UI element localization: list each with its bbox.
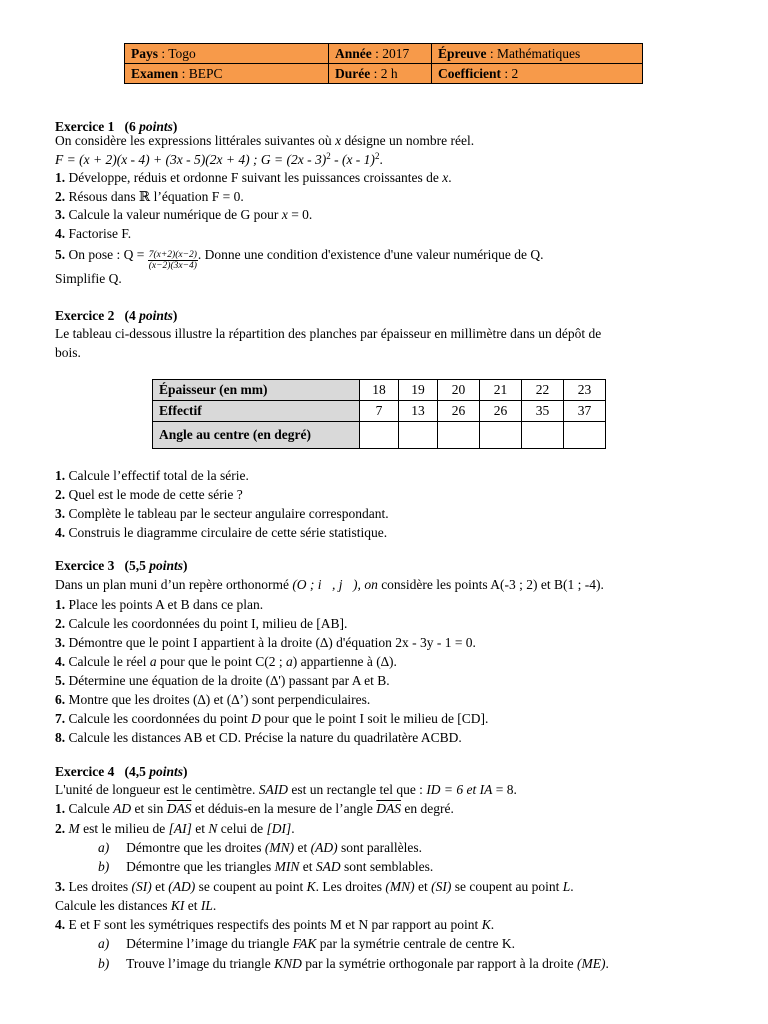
header-row (125, 44, 643, 64)
empty-answer-cell (399, 422, 438, 449)
empty-answer-cell (480, 422, 522, 449)
exercise-2-question-3: 3. Complète le tableau par le secteur angulaire correspondant. (55, 506, 389, 521)
table-row (153, 380, 606, 401)
exam-header-table (124, 43, 643, 84)
exercise-1-intro: On considère les expressions littérales suivantes où x désigne un nombre réel. (55, 133, 475, 148)
exercise-4-question-3-distances: Calcule les distances KI et IL. (55, 898, 217, 913)
exercise-1-simplify: Simplifie Q. (55, 271, 122, 286)
table-cell: 26 (480, 401, 522, 422)
exercise-2-question-1: 1. Calcule l’effectif total de la série. (55, 468, 249, 483)
exercise-3-question-6: 6. Montre que les droites (∆) et (∆’) sont perpendiculaires. (55, 692, 371, 707)
table-cell: 19 (399, 380, 438, 401)
header-cell-annee: Année : 2017 (329, 44, 432, 64)
header-cell-duree: Durée : 2 h (329, 64, 432, 84)
header-cell-pays: Pays : Togo (125, 44, 329, 64)
table-row (153, 401, 606, 422)
header-cell-epreuve: Épreuve : Mathématiques (432, 44, 643, 64)
table-cell: 23 (564, 380, 606, 401)
exercise-4-question-4b: b) Trouve l’image du triangle KND par la symétrie orthogonale par rapport à la droite (ME). (98, 956, 609, 971)
empty-answer-cell (360, 422, 399, 449)
exercise-4-question-1: 1. Calcule AD et $\sin \overline{DAS}$ et déduis-en la mesure de l’angle $\overline{DAS}$ en degré. (55, 801, 454, 816)
exercise-1-title: Exercice 1 (6 points) (55, 119, 178, 134)
exercise-2-question-2: 2. Quel est le mode de cette série ? (55, 487, 243, 502)
exercise-3-question-5: 5. Détermine une équation de la droite (∆') passant par A et B. (55, 673, 390, 688)
thickness-distribution-table (152, 379, 606, 449)
exercise-3-question-2: 2. Calcule les coordonnées du point I, milieu de [AB]. (55, 616, 348, 631)
empty-answer-cell (564, 422, 606, 449)
table-row (153, 422, 606, 449)
exercise-4-question-2a: a) Démontre que les droites (MN) et (AD) sont parallèles. (98, 840, 422, 855)
exercise-2-intro-line-1: Le tableau ci-dessous illustre la répartition des planches par épaisseur en millimètre dans un dépôt de (55, 326, 602, 341)
row-label-thickness: Épaisseur (en mm) (153, 380, 360, 401)
header-cell-examen: Examen : BEPC (125, 64, 329, 84)
table-cell: 35 (522, 401, 564, 422)
exercise-3-question-4: 4. Calcule le réel a pour que le point C(2 ; a) appartienne à (∆). (55, 654, 397, 669)
exercise-4-question-2: 2. M est le milieu de [AI] et N celui de [DI]. (55, 821, 295, 836)
exercise-1-question-4: 4. Factorise F. (55, 226, 132, 241)
row-label-effectif: Effectif (153, 401, 360, 422)
exercise-3-question-7: 7. Calcule les coordonnées du point D pour que le point I soit le milieu de [CD]. (55, 711, 489, 726)
exercise-4-intro: L'unité de longueur est le centimètre. SAID est un rectangle tel que : ID = 6 et IA = 8. (55, 782, 517, 797)
exercise-4-question-4: 4. E et F sont les symétriques respectifs des points M et N par rapport au point K. (55, 917, 495, 932)
table-cell: 26 (438, 401, 480, 422)
exercise-4-question-4a: a) Détermine l’image du triangle FAK par la symétrie centrale de centre K. (98, 936, 515, 951)
exercise-4-question-2b: b) Démontre que les triangles MIN et SAD sont semblables. (98, 859, 434, 874)
table-cell: 20 (438, 380, 480, 401)
exercise-1-question-3: 3. Calcule la valeur numérique de G pour x = 0. (55, 207, 313, 222)
exercise-3-question-1: 1. Place les points A et B dans ce plan. (55, 597, 264, 612)
table-cell: 37 (564, 401, 606, 422)
exercise-1-expressions: F = (x + 2)(x - 4) + (3x - 5)(2x + 4) ; G = (2x - 3)$^2$ - (x - 1)$^2$. (55, 151, 383, 167)
table-cell: 7 (360, 401, 399, 422)
exercise-1-question-1: 1. Développe, réduis et ordonne F suivant les puissances croissantes de x. (55, 170, 452, 185)
table-cell: 13 (399, 401, 438, 422)
exercise-3-intro: Dans un plan muni d’un repère orthonormé (O ; i⃗, j⃗), on considère les points A(-3 ; 2) et B(1 ; -4). (55, 577, 604, 592)
exercise-2-intro-line-2: bois. (55, 345, 81, 360)
table-cell: 21 (480, 380, 522, 401)
row-label-angle: Angle au centre (en degré) (153, 422, 360, 449)
exercise-3-title: Exercice 3 (5,5 points) (55, 558, 188, 573)
q-fraction: $\frac{7(x+2)(x-2)}{(x-2)(3x-4)}$ (148, 250, 197, 271)
header-row (125, 64, 643, 84)
exercise-1-question-5: 5. On pose : Q = $\frac{7(x+2)(x-2)}{(x-2)(3x-4)}$ . Donne une condition d'existence d'une valeur numérique de Q. (55, 247, 544, 271)
empty-answer-cell (438, 422, 480, 449)
table-cell: 18 (360, 380, 399, 401)
header-cell-coefficient: Coefficient : 2 (432, 64, 643, 84)
table-cell: 22 (522, 380, 564, 401)
exercise-1-question-2: 2. Résous dans ℝ l’équation F = 0. (55, 189, 244, 204)
exercise-4-question-3: 3. Les droites (SI) et (AD) se coupent au point K. Les droites (MN) et (SI) se coupent au point L. (55, 879, 574, 894)
exercise-3-question-8: 8. Calcule les distances AB et CD. Précise la nature du quadrilatère ACBD. (55, 730, 462, 745)
exercise-3-question-3: 3. Démontre que le point I appartient à la droite (∆) d'équation 2x - 3y - 1 = 0. (55, 635, 476, 650)
empty-answer-cell (522, 422, 564, 449)
exercise-2-question-4: 4. Construis le diagramme circulaire de cette série statistique. (55, 525, 388, 540)
exercise-4-title: Exercice 4 (4,5 points) (55, 764, 188, 779)
exercise-2-title: Exercice 2 (4 points) (55, 308, 178, 323)
